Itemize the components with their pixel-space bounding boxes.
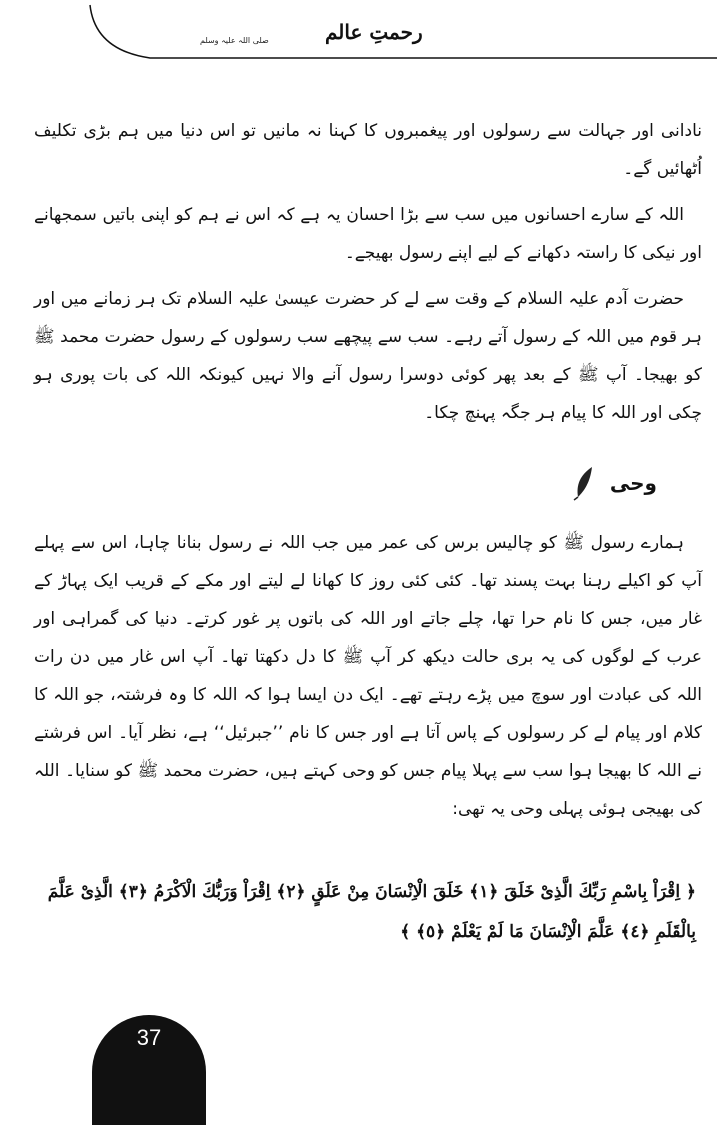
intro-text bbox=[34, 112, 702, 440]
paragraph: نادانی اور جہالت سے رسولوں اور پیغمبروں کا کہنا نہ مانیں تو اس دنیا میں ہم بڑی تکلیف اُٹھائیں گے۔ bbox=[34, 121, 702, 179]
quill-ornament-icon bbox=[570, 465, 600, 501]
paragraph: اللہ کے سارے احسانوں میں سب سے بڑا احسان یہ ہے کہ اس نے ہم کو اپنی باتیں سمجھانے اور نیکی کا راستہ دکھانے کے لیے اپنے رسول بھیجے۔ bbox=[34, 205, 702, 263]
section-heading-text: وحی bbox=[609, 471, 657, 495]
header-title: رحمتِ عالم bbox=[325, 20, 423, 44]
quran-verse: ﴿ اِقْرَاْ بِاسْمِ رَبِّكَ الَّذِیْ خَلَقَ ﴿١﴾ خَلَقَ الْاِنْسَانَ مِنْ عَلَقٍ ﴿٢﴾ اِقْرَاْ وَرَبُّكَ الْاَكْرَمُ ﴿٣﴾ الَّذِیْ عَلَّمَ بِالْقَلَمِ ﴿٤﴾ عَلَّمَ الْاِنْسَانَ مَا لَمْ یَعْلَمْ ﴿٥﴾ ﴾ bbox=[47, 882, 696, 942]
page-number: 37 bbox=[136, 1025, 162, 1050]
paragraph: حضرت آدم علیہ السلام کے وقت سے لے کر حضرت عیسیٰ علیہ السلام تک ہر زمانے میں اور ہر قوم میں اللہ کے رسول آتے رہے۔ سب سے پیچھے سب رسولوں کے رسول حضرت محمد ﷺ کو بھیجا۔ آپ ﷺ کے بعد پھر کوئی دوسرا رسول آنے والا نہیں کیونکہ اللہ کی بات پوری ہو چکی اور اللہ کا پیام ہر جگہ پہنچ چکا۔ bbox=[34, 289, 702, 423]
header-subtitle: صلی اللہ علیہ وسلم bbox=[200, 36, 269, 45]
paragraph: ہمارے رسول ﷺ کو چالیس برس کی عمر میں جب اللہ نے رسول بنانا چاہا، اس سے پہلے آپ کو اکیلے رہنا بہت پسند تھا۔ کئی کئی روز کا کھانا لے لیتے اور مکے کے قریب ایک پہاڑ کے غار میں، جس کا نام حرا تھا، چلے جاتے اور اللہ کی باتوں پر غور کرتے۔ دنیا کی گمراہی اور عرب کے لوگوں کی یہ بری حالت دیکھ کر آپ ﷺ کا دل دکھتا تھا۔ آپ اس غار میں دن رات اللہ کی عبادت اور سوچ میں پڑے رہتے تھے۔ ایک دن ایسا ہوا کہ اللہ کا وہ فرشتہ، جو اللہ کا کلام اور پیام لے کر رسولوں کے پاس آتا ہے اور جس کا نام ’’جبرئیل‘‘ ہے، نظر آیا۔ اس فرشتے نے اللہ کا بھیجا ہوا سب سے پہلا پیام جس کو وحی کہتے ہیں، حضرت محمد ﷺ کو سنایا۔ اللہ کی بھیجی ہوئی پہلی وحی یہ تھی: bbox=[34, 533, 702, 819]
section-body bbox=[34, 524, 702, 836]
section-heading bbox=[570, 465, 657, 501]
